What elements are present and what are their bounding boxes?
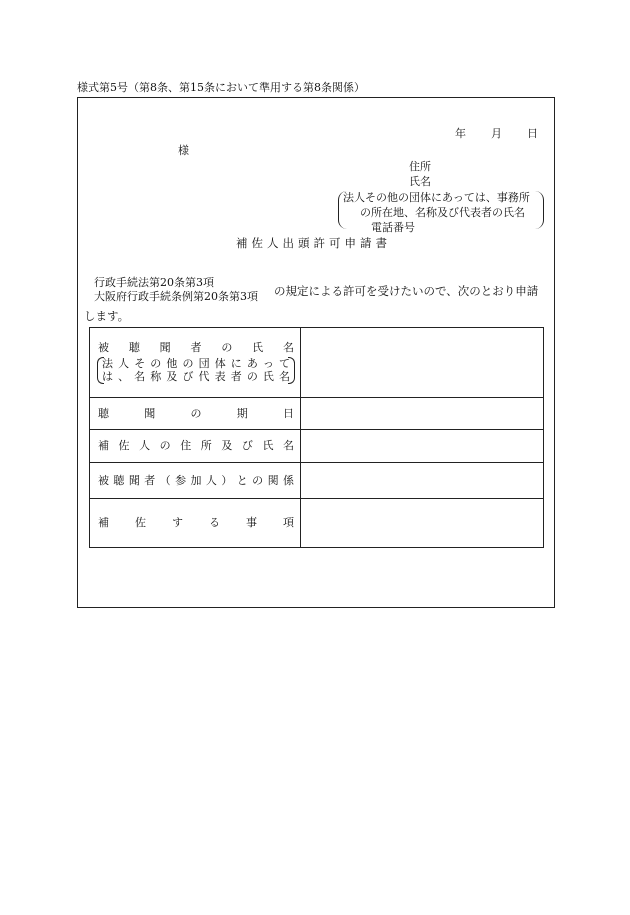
- table-label-cell: [90, 430, 301, 463]
- label-corp-note-2: は、名称及び代表者の氏名: [102, 370, 290, 384]
- table-row: [90, 430, 544, 463]
- document-title: 補佐人出頭許可申請書: [236, 236, 391, 250]
- date-month-label: 月: [491, 127, 502, 140]
- relationship-value-cell[interactable]: [301, 463, 544, 499]
- label-hearing-date: 聴聞の期日: [98, 406, 294, 420]
- table-label-cell: [90, 499, 301, 548]
- table-row: [90, 398, 544, 430]
- table-label-cell: [90, 463, 301, 499]
- label-corp-note-1: 法人その他の団体にあって: [102, 356, 290, 370]
- table-row: [90, 499, 544, 548]
- basis-text-1: の規定による許可を受けたいので、次のとおり申請: [274, 284, 539, 298]
- applicant-address-label: 住所: [409, 160, 431, 173]
- basis-law-2: 大阪府行政手続条例第20条第3項: [94, 290, 258, 303]
- table-label-cell: [90, 398, 301, 430]
- assistant-address-name-value-cell[interactable]: [301, 430, 544, 463]
- hearing-date-value-cell[interactable]: [301, 398, 544, 430]
- date-year-label: 年: [455, 127, 466, 140]
- applicant-phone-label: 電話番号: [371, 221, 415, 234]
- corp-note-bracket: [98, 357, 294, 385]
- table-row: [90, 328, 544, 398]
- basis-text-2: します。: [84, 309, 130, 323]
- label-respondent-name-text: 被聴聞者の氏名: [98, 340, 294, 354]
- application-details-table: [89, 327, 544, 548]
- table-row: [90, 463, 544, 499]
- date-day-label: 日: [527, 127, 538, 140]
- applicant-corp-note-2: の所在地、名称及び代表者の氏名: [360, 206, 525, 219]
- addressee-suffix: 様: [178, 144, 189, 157]
- label-relationship: 被聴聞者（参加人）との関係: [98, 473, 294, 487]
- label-respondent-name: [98, 341, 294, 355]
- respondent-name-value-cell[interactable]: [301, 328, 544, 398]
- applicant-corp-note-1: 法人その他の団体にあっては、事務所: [343, 191, 530, 204]
- label-assist-matters: 補佐する事項: [98, 516, 294, 530]
- form-number-label: 様式第5号（第8条、第15条において準用する第8条関係）: [77, 81, 365, 94]
- table-label-cell: [90, 328, 301, 398]
- assist-matters-value-cell[interactable]: [301, 499, 544, 548]
- basis-law-1: 行政手続法第20条第3項: [94, 276, 214, 289]
- date-line: [455, 127, 538, 141]
- applicant-name-label: 氏名: [409, 175, 431, 188]
- label-assistant-address-name: 補佐人の住所及び氏名: [98, 439, 294, 453]
